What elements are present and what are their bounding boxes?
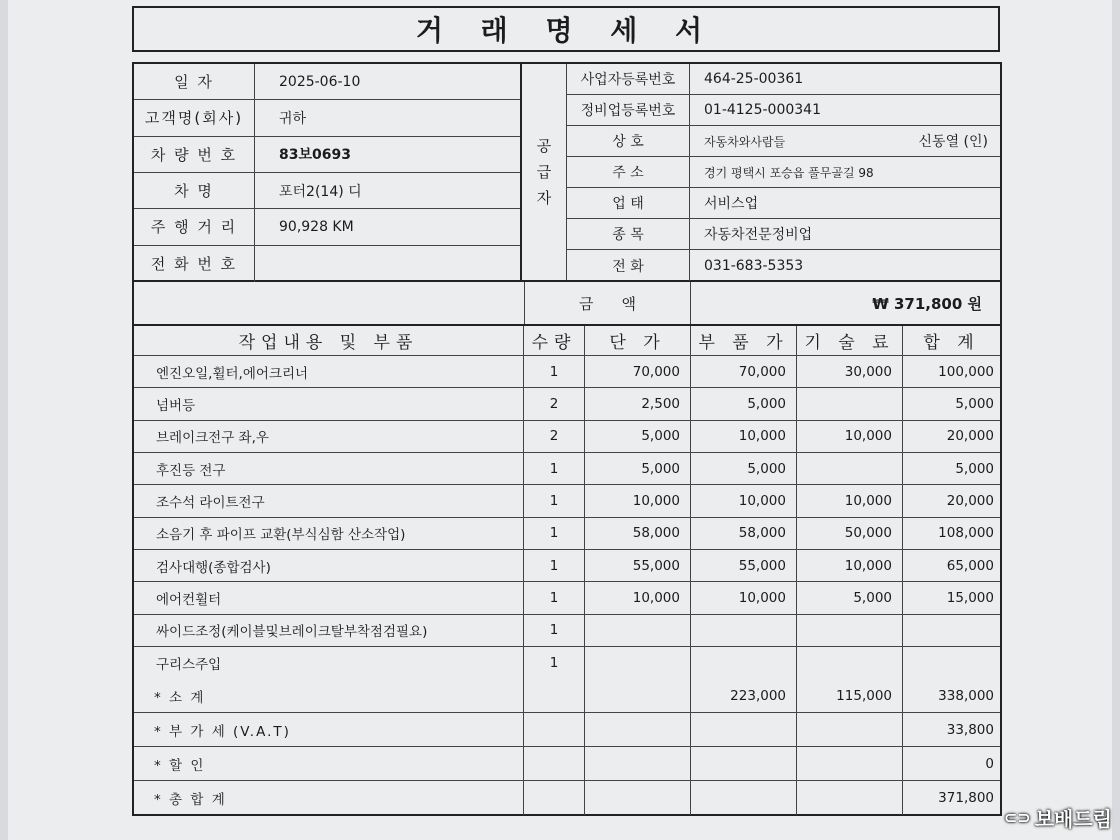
cell-qty: 1	[524, 615, 585, 646]
invoice-paper	[8, 0, 1112, 840]
cell-part: 10,000	[691, 582, 797, 613]
cell-name: 에어컨휠터	[134, 582, 524, 613]
cell-unit: 2,500	[585, 388, 691, 419]
amount-label	[525, 282, 691, 324]
info-label: 일 자	[134, 64, 255, 99]
cell-tech	[797, 647, 903, 679]
document-title: 거 래 명 세 서	[132, 6, 1000, 52]
cell-tech	[797, 615, 903, 646]
cell-qty: 1	[524, 485, 585, 516]
cell-total: 5,000	[955, 395, 994, 412]
table-row	[134, 421, 1000, 453]
supplier-char: 공	[536, 137, 552, 155]
cell-total: 20,000	[946, 492, 994, 509]
cell-total: 15,000	[946, 589, 994, 606]
cell-unit: 5,000	[585, 453, 691, 484]
summary-cell-tech	[797, 747, 903, 780]
cell-qty: 2	[524, 388, 585, 419]
watermark-logo-icon: ⊂⊃	[1003, 808, 1031, 827]
supplier-vertical-label	[522, 64, 567, 280]
table-row	[134, 356, 1000, 388]
cell-part: 10,000	[691, 485, 797, 516]
cell-part: 5,000	[691, 453, 797, 484]
cell-name: 브레이크전구 좌,우	[134, 421, 524, 452]
summary-cell-qty	[524, 713, 585, 746]
amount-label-b: 액	[621, 294, 636, 313]
amount-blank	[134, 282, 525, 324]
summary-cell-part	[691, 713, 797, 746]
summary-cell-total: 33,800	[946, 721, 994, 738]
header-name: 작업내용 및 부품	[134, 326, 524, 355]
summary-cell-total: 371,800	[938, 790, 994, 807]
cell-tech: 10,000	[797, 421, 903, 452]
cell-unit	[585, 615, 691, 646]
cell-total: 20,000	[946, 428, 994, 445]
summary-cell-name: * 총 합 계	[134, 781, 524, 815]
summary-cell-name: * 할 인	[134, 747, 524, 780]
cell-total	[903, 647, 1000, 679]
cell-unit	[585, 647, 691, 679]
supplier-row	[567, 250, 1000, 281]
supplier-char: 급	[536, 163, 552, 181]
summary-row	[134, 747, 1000, 781]
amount-label-a: 금	[579, 294, 594, 313]
info-value: 83보0693	[279, 147, 351, 164]
supplier-label: 업 태	[567, 188, 690, 218]
table-header	[134, 326, 1000, 356]
info-row-vehicle	[134, 173, 520, 209]
summary-cell-unit	[585, 679, 691, 712]
info-value: 포터2(14) 디	[279, 183, 362, 200]
cell-tech: 5,000	[797, 582, 903, 613]
supplier-row	[567, 126, 1000, 157]
table-row	[134, 550, 1000, 582]
supplier-table	[522, 62, 1002, 282]
supplier-label: 정비업등록번호	[567, 95, 690, 125]
summary-cell-tech: 115,000	[797, 679, 903, 712]
cell-part: 58,000	[691, 518, 797, 549]
cell-name: 구리스주입	[134, 647, 524, 679]
cell-tech: 10,000	[797, 550, 903, 581]
supplier-row	[567, 64, 1000, 95]
cell-total: 5,000	[955, 460, 994, 477]
watermark-text: 보배드림	[1034, 807, 1112, 831]
cell-part	[691, 615, 797, 646]
info-row-mileage	[134, 209, 520, 245]
cell-name: 소음기 후 파이프 교환(부식심함 산소작업)	[134, 518, 524, 549]
info-row-phone	[134, 246, 520, 282]
table-row	[134, 518, 1000, 550]
supplier-row	[567, 188, 1000, 219]
cell-name: 조수석 라이트전구	[134, 485, 524, 516]
info-row-date	[134, 64, 520, 100]
supplier-value	[690, 126, 1000, 156]
cell-unit: 58,000	[585, 518, 691, 549]
summary-row	[134, 679, 1000, 713]
cell-qty: 1	[524, 356, 585, 387]
cell-unit: 55,000	[585, 550, 691, 581]
header-unit: 단 가	[585, 326, 691, 355]
supplier-value: 031-683-5353	[704, 257, 804, 274]
cell-unit: 70,000	[585, 356, 691, 387]
info-value	[255, 246, 520, 282]
cell-name: 싸이드조정(케이블및브레이크탈부착점검필요)	[134, 615, 524, 646]
info-label: 차 량 번 호	[134, 137, 255, 172]
summary-rows	[134, 679, 1000, 815]
cell-total	[903, 615, 1000, 646]
header-total: 합 계	[923, 333, 980, 353]
supplier-label: 전 화	[567, 250, 690, 281]
customer-info-table	[132, 62, 522, 282]
info-value: 2025-06-10	[279, 73, 361, 90]
summary-row	[134, 781, 1000, 815]
info-value: 귀하	[279, 110, 307, 127]
cell-qty: 1	[524, 518, 585, 549]
cell-qty: 1	[524, 453, 585, 484]
cell-name: 엔진오일,휠터,에어크리너	[134, 356, 524, 387]
cell-tech	[797, 388, 903, 419]
supplier-label: 사업자등록번호	[567, 64, 690, 94]
header-qty: 수량	[524, 326, 585, 355]
table-row	[134, 582, 1000, 614]
supplier-char: 자	[536, 189, 552, 207]
supplier-row	[567, 95, 1000, 126]
cell-total: 108,000	[938, 525, 994, 542]
cell-qty: 2	[524, 421, 585, 452]
cell-total: 65,000	[946, 557, 994, 574]
summary-cell-tech	[797, 781, 903, 815]
supplier-label: 종 목	[567, 219, 690, 249]
cell-part: 70,000	[691, 356, 797, 387]
cell-unit: 5,000	[585, 421, 691, 452]
summary-cell-part: 223,000	[691, 679, 797, 712]
supplier-label: 주 소	[567, 157, 690, 187]
summary-cell-unit	[585, 747, 691, 780]
cell-tech: 30,000	[797, 356, 903, 387]
header-tech: 기 술 료	[797, 326, 903, 355]
summary-cell-unit	[585, 713, 691, 746]
table-row	[134, 615, 1000, 647]
item-rows	[134, 356, 1000, 679]
info-label: 고객명(회사)	[134, 100, 255, 135]
header-part: 부 품 가	[691, 326, 797, 355]
cell-name: 검사대행(종합검사)	[134, 550, 524, 581]
supplier-value: 서비스업	[704, 196, 759, 212]
table-row	[134, 647, 1000, 679]
watermark	[1004, 803, 1112, 832]
cell-qty: 1	[524, 550, 585, 581]
info-label: 차 명	[134, 173, 255, 208]
summary-cell-part	[691, 781, 797, 815]
summary-cell-total: 338,000	[938, 687, 994, 704]
supplier-value: 464-25-00361	[704, 71, 804, 87]
cell-part: 55,000	[691, 550, 797, 581]
cell-qty: 1	[524, 582, 585, 613]
info-row-plate	[134, 137, 520, 173]
cell-total: 100,000	[938, 363, 994, 380]
supplier-rows	[567, 64, 1000, 280]
summary-cell-total: 0	[985, 755, 994, 772]
company-name: 자동차와사람들	[704, 134, 786, 149]
summary-row	[134, 713, 1000, 747]
amount-value: ₩ 371,800 원	[872, 294, 982, 313]
cell-tech	[797, 453, 903, 484]
supplier-value: 자동차전문정비업	[704, 227, 813, 243]
supplier-row	[567, 219, 1000, 250]
supplier-row	[567, 157, 1000, 188]
cell-name: 넘버등	[134, 388, 524, 419]
summary-cell-qty	[524, 781, 585, 815]
summary-cell-unit	[585, 781, 691, 815]
items-table	[132, 326, 1002, 816]
cell-part: 10,000	[691, 421, 797, 452]
cell-unit: 10,000	[585, 485, 691, 516]
representative-name: 신동열 (인)	[918, 134, 988, 150]
amount-row	[132, 282, 1002, 326]
info-label: 전 화 번 호	[134, 246, 255, 282]
cell-name: 후진등 전구	[134, 453, 524, 484]
table-row	[134, 485, 1000, 517]
cell-qty: 1	[524, 647, 585, 679]
summary-cell-qty	[524, 679, 585, 712]
cell-tech: 50,000	[797, 518, 903, 549]
table-row	[134, 453, 1000, 485]
cell-unit: 10,000	[585, 582, 691, 613]
cell-part	[691, 647, 797, 679]
supplier-value: 경기 평택시 포승읍 풀무골길 98	[704, 165, 874, 180]
summary-cell-tech	[797, 713, 903, 746]
info-label: 주 행 거 리	[134, 209, 255, 244]
summary-cell-name: * 소 계	[134, 679, 524, 712]
supplier-value: 01-4125-000341	[704, 102, 821, 118]
cell-part: 5,000	[691, 388, 797, 419]
info-value: 90,928 KM	[279, 218, 354, 235]
summary-cell-name: * 부 가 세 (V.A.T)	[134, 713, 524, 746]
info-row-customer	[134, 100, 520, 136]
summary-cell-qty	[524, 747, 585, 780]
cell-tech: 10,000	[797, 485, 903, 516]
supplier-label: 상 호	[567, 126, 690, 156]
table-row	[134, 388, 1000, 420]
summary-cell-part	[691, 747, 797, 780]
